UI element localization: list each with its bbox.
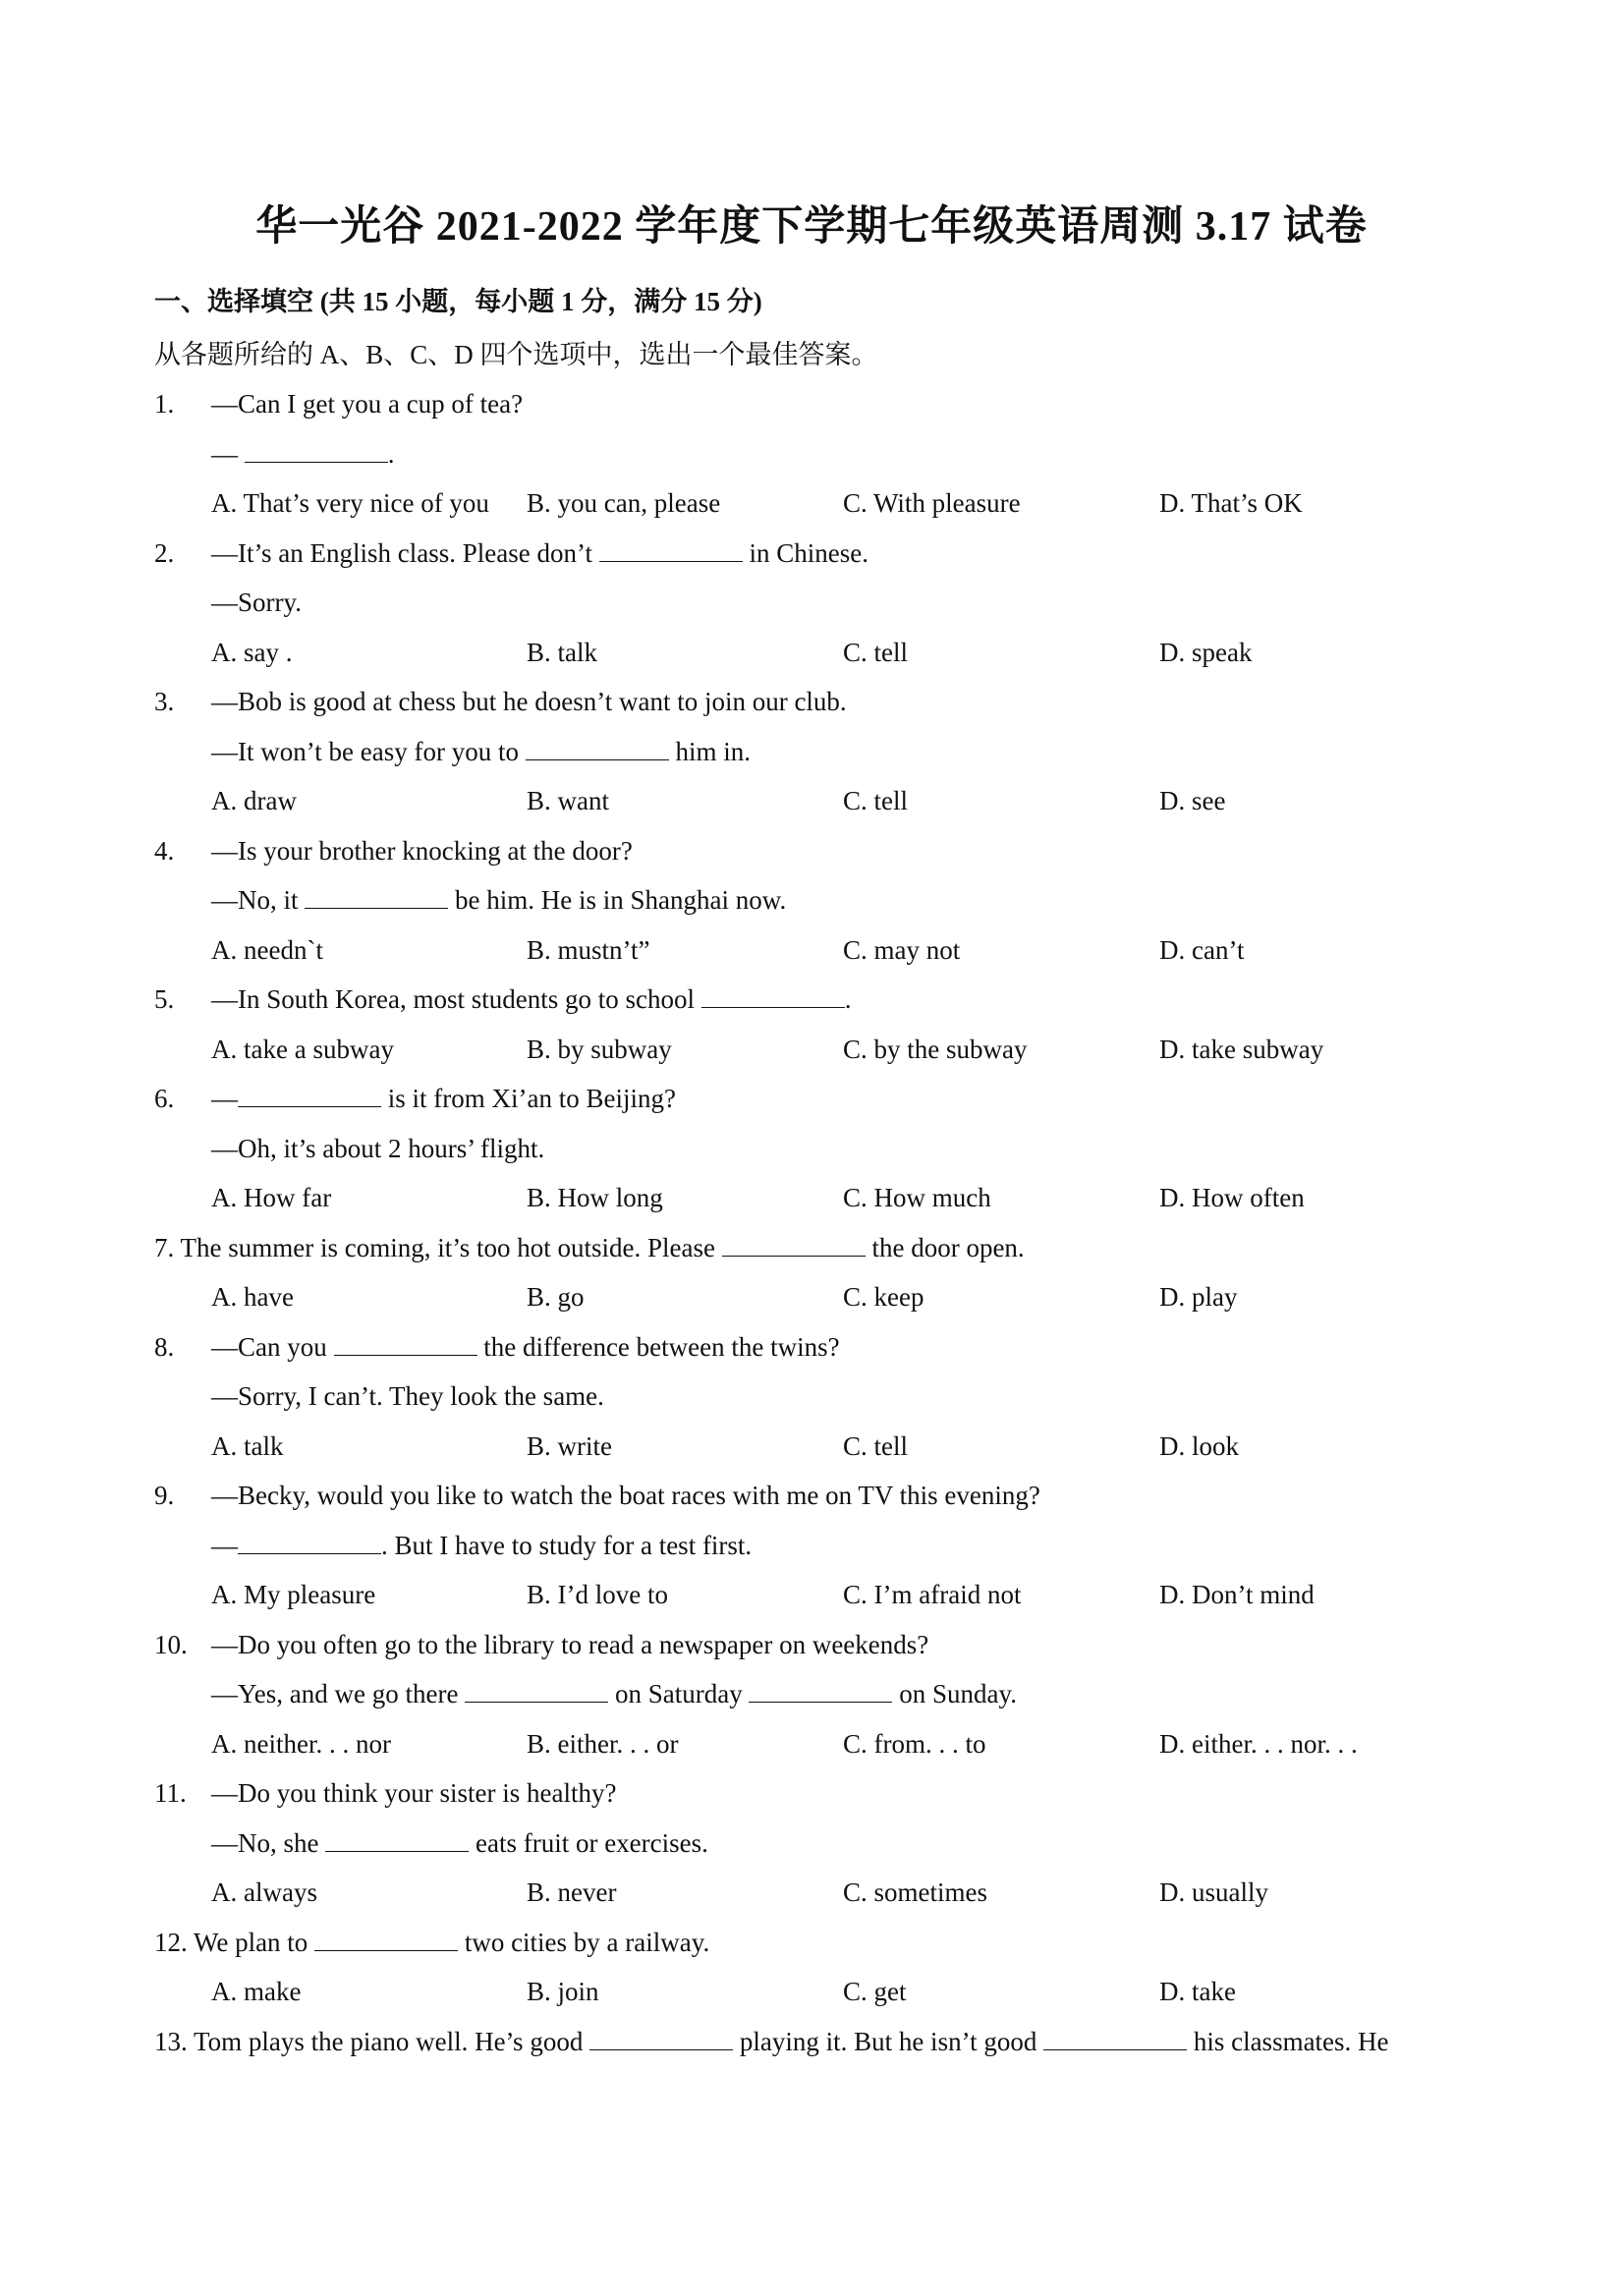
option-d[interactable]: D. take: [1159, 1977, 1236, 2006]
question-text: —Do you often go to the library to read a newspaper on weekends?: [211, 1629, 929, 1659]
option-a[interactable]: A. always: [211, 1877, 317, 1907]
option-a[interactable]: A. take a subway: [211, 1034, 394, 1064]
question-text: —Sorry, I can’t. They look the same.: [211, 1381, 604, 1411]
question-text: —Can you: [211, 1331, 334, 1362]
question-line: [154, 2024, 1389, 2059]
question-text: —Oh, it’s about 2 hours’ flight.: [211, 1133, 545, 1163]
answer-blank[interactable]: [305, 886, 448, 909]
option-c[interactable]: C. may not: [843, 934, 961, 965]
question-text: .: [387, 438, 395, 469]
question-line: [211, 882, 786, 918]
option-b[interactable]: B. How long: [527, 1183, 663, 1212]
question-line: [211, 1081, 676, 1116]
option-d[interactable]: D. see: [1159, 786, 1226, 815]
option-b[interactable]: B. go: [527, 1282, 585, 1312]
answer-blank[interactable]: [238, 1532, 381, 1554]
option-c[interactable]: C. get: [843, 1977, 907, 2006]
question-text: two cities by a railway.: [458, 1927, 710, 1957]
exam-title: 华一光谷 2021-2022 学年度下学期七年级英语周测 3.17 试卷: [255, 204, 1368, 250]
question-text: in Chinese.: [742, 537, 868, 568]
answer-blank[interactable]: [314, 1929, 458, 1951]
option-b[interactable]: B. want: [527, 786, 609, 815]
question-text: the door open.: [865, 1232, 1025, 1262]
option-a[interactable]: A. draw: [211, 786, 297, 815]
question-line: [211, 1775, 616, 1811]
option-d[interactable]: D. either. . . nor. . .: [1159, 1728, 1358, 1759]
question-text: —Sorry.: [211, 588, 302, 617]
question-text: —In South Korea, most students go to school: [211, 984, 701, 1014]
question-line: [211, 1329, 840, 1365]
option-b[interactable]: B. I’d love to: [527, 1580, 668, 1609]
question-number: 8.: [154, 1331, 175, 1362]
question-number: 2.: [154, 537, 175, 568]
question-text: be him. He is in Shanghai now.: [448, 885, 787, 915]
question-text: —Is your brother knocking at the door?: [211, 835, 633, 866]
option-a[interactable]: A. That’s very nice of you: [211, 488, 489, 518]
question-line: [154, 1230, 1025, 1265]
question-number: 6.: [154, 1084, 175, 1113]
answer-blank[interactable]: [722, 1234, 866, 1257]
question-line: [211, 684, 847, 719]
question-line: [211, 1528, 752, 1563]
option-c[interactable]: C. keep: [843, 1282, 924, 1312]
answer-blank[interactable]: [749, 1680, 892, 1703]
question-text: him in.: [668, 736, 751, 766]
question-text: —No, she: [211, 1827, 326, 1858]
question-text: Tom plays the piano well. He’s good: [194, 2026, 590, 2056]
question-number: 13.: [154, 2026, 188, 2056]
question-text: the difference between the twins?: [476, 1331, 840, 1362]
question-text: on Sunday.: [892, 1679, 1017, 1708]
option-d[interactable]: D. speak: [1159, 637, 1253, 667]
option-d[interactable]: D. take subway: [1159, 1034, 1324, 1064]
question-text: his classmates. He: [1187, 2026, 1389, 2056]
question-text: —No, it: [211, 885, 306, 915]
option-a[interactable]: A. say .: [211, 637, 293, 667]
option-b[interactable]: B. join: [527, 1977, 599, 2006]
answer-blank[interactable]: [465, 1680, 608, 1703]
question-text: —: [211, 438, 245, 469]
question-text: . But I have to study for a test first.: [381, 1530, 753, 1560]
option-c[interactable]: C. How much: [843, 1183, 991, 1212]
question-line: [211, 1131, 544, 1166]
question-text: —: [211, 1530, 238, 1560]
option-d[interactable]: D. Don’t mind: [1159, 1580, 1315, 1609]
option-c[interactable]: C. I’m afraid not: [843, 1580, 1022, 1609]
question-number: 4.: [154, 835, 175, 866]
question-text: on Saturday: [608, 1679, 750, 1708]
option-a[interactable]: A. My pleasure: [211, 1580, 376, 1609]
question-line: [211, 585, 302, 620]
option-b[interactable]: B. you can, please: [527, 488, 721, 518]
answer-blank[interactable]: [526, 738, 669, 760]
question-text: is it from Xi’an to Beijing?: [381, 1084, 676, 1113]
question-text: The summer is coming, it’s too hot outside. Please: [180, 1232, 722, 1262]
answer-blank[interactable]: [599, 539, 743, 562]
question-text: —It won’t be easy for you to: [211, 736, 526, 766]
question-number: 1.: [154, 389, 175, 419]
question-number: 12.: [154, 1927, 188, 1957]
question-line: [154, 1925, 709, 1960]
question-line: [211, 1378, 604, 1414]
option-d[interactable]: D. That’s OK: [1159, 488, 1303, 518]
option-b[interactable]: B. by subway: [527, 1034, 672, 1064]
answer-blank[interactable]: [245, 440, 388, 463]
question-line: [211, 535, 868, 571]
question-text: —Becky, would you like to watch the boat races with me on TV this evening?: [211, 1481, 1040, 1510]
question-line: [211, 386, 523, 421]
question-text: eats fruit or exercises.: [469, 1827, 708, 1858]
option-c[interactable]: C. tell: [843, 637, 908, 667]
option-b[interactable]: B. either. . . or: [527, 1728, 679, 1759]
answer-blank[interactable]: [238, 1085, 381, 1107]
question-number: 5.: [154, 984, 175, 1014]
answer-blank[interactable]: [589, 2028, 733, 2050]
option-d[interactable]: D. can’t: [1159, 934, 1245, 965]
question-line: [211, 981, 851, 1017]
question-line: [211, 833, 633, 868]
question-number: 9.: [154, 1481, 175, 1510]
question-text: —: [211, 1084, 238, 1113]
question-text: playing it. But he isn’t good: [733, 2026, 1044, 2056]
option-c[interactable]: C. tell: [843, 1430, 908, 1461]
option-b[interactable]: B. mustn’t”: [527, 934, 650, 965]
question-number: 3.: [154, 687, 175, 716]
question-line: [211, 1478, 1040, 1513]
option-b[interactable]: B. talk: [527, 637, 597, 667]
question-number: 10.: [154, 1629, 188, 1659]
option-b[interactable]: B. write: [527, 1430, 612, 1461]
answer-blank[interactable]: [701, 985, 845, 1008]
question-line: [211, 1627, 928, 1662]
option-a[interactable]: A. How far: [211, 1183, 332, 1212]
question-text: —It’s an English class. Please don’t: [211, 537, 599, 568]
option-c[interactable]: C. by the subway: [843, 1034, 1028, 1064]
answer-blank[interactable]: [1043, 2028, 1187, 2050]
option-c[interactable]: C. from. . . to: [843, 1728, 986, 1759]
option-a[interactable]: A. neither. . . nor: [211, 1728, 391, 1759]
option-a[interactable]: A. make: [211, 1977, 302, 2006]
question-line: [211, 734, 751, 769]
option-d[interactable]: D. play: [1159, 1282, 1238, 1312]
option-c[interactable]: C. tell: [843, 786, 908, 815]
question-line: [211, 1825, 708, 1861]
question-text: —Can I get you a cup of tea?: [211, 389, 524, 419]
question-number: 7.: [154, 1232, 175, 1262]
section-heading: 一、选择填空 (共 15 小题，每小题 1 分，满分 15 分): [154, 287, 762, 316]
question-line: [211, 1676, 1017, 1711]
option-c[interactable]: C. With pleasure: [843, 488, 1021, 518]
section-instruction: 从各题所给的 A、B、C、D 四个选项中，选出一个最佳答案。: [154, 340, 878, 369]
answer-blank[interactable]: [325, 1829, 469, 1852]
option-a[interactable]: A. talk: [211, 1430, 284, 1461]
option-a[interactable]: A. needn`t: [211, 934, 323, 965]
option-c[interactable]: C. sometimes: [843, 1877, 987, 1907]
question-number: 11.: [154, 1778, 187, 1808]
question-text: —Do you think your sister is healthy?: [211, 1778, 617, 1808]
question-text: We plan to: [194, 1927, 315, 1957]
question-text: —Yes, and we go there: [211, 1679, 466, 1708]
option-d[interactable]: D. usually: [1159, 1877, 1268, 1907]
answer-blank[interactable]: [334, 1333, 477, 1356]
question-line: [211, 436, 395, 472]
option-a[interactable]: A. have: [211, 1282, 294, 1312]
question-text: .: [844, 984, 852, 1014]
option-b[interactable]: B. never: [527, 1877, 617, 1907]
option-d[interactable]: D. How often: [1159, 1183, 1305, 1212]
option-d[interactable]: D. look: [1159, 1430, 1239, 1461]
question-text: —Bob is good at chess but he doesn’t want to join our club.: [211, 687, 847, 716]
